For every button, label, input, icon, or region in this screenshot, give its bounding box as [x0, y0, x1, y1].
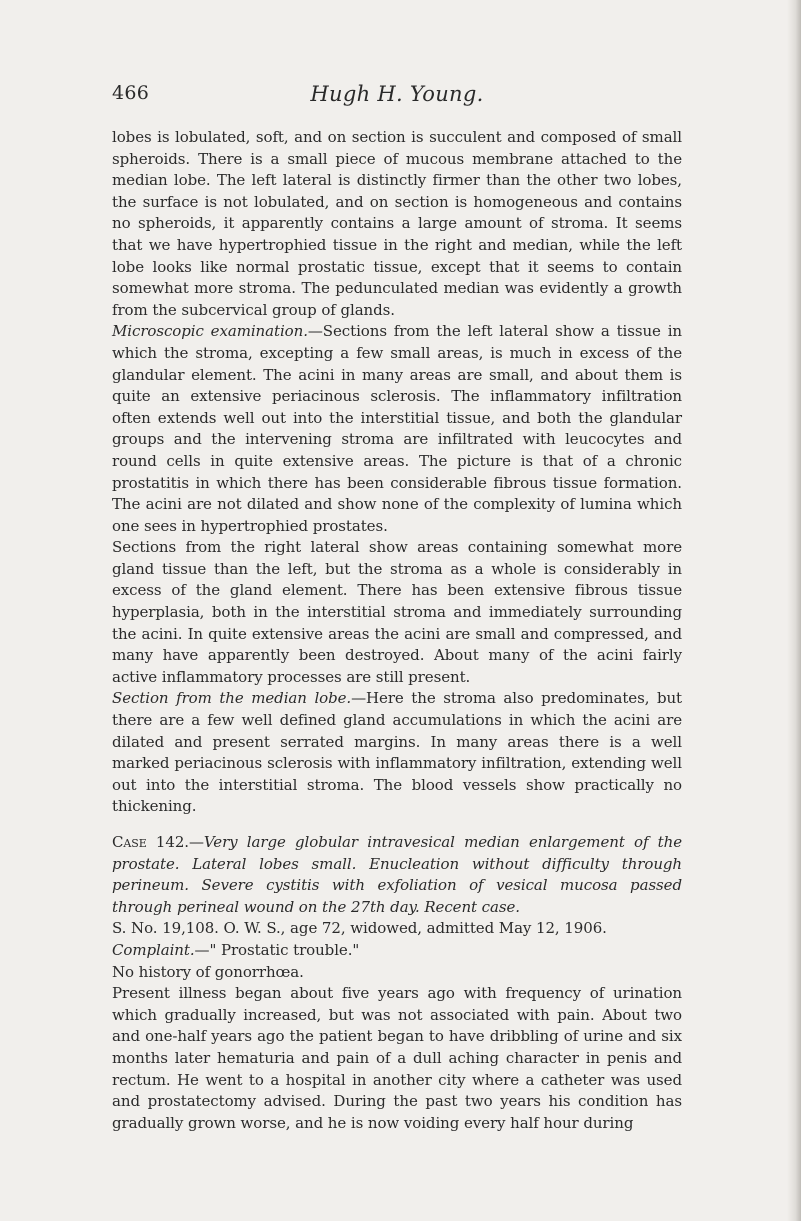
paragraph-history: No history of gonorrhœa. — [112, 962, 304, 981]
median-section-text: —Here the stroma also predominates, but there are a few well defined gland accumulations in which the acini are dilated and present serrated margins. In many areas there is a well marked periacinous sclerosis with inflammatory infiltration, extending well out into the interstitial stroma. The blood vessels show practically no thickening. — [112, 689, 683, 816]
paragraph-complaint — [112, 940, 682, 962]
case-dash: — — [188, 833, 204, 851]
paragraph-case-heading — [112, 832, 682, 918]
complaint-label: Complaint. — [112, 940, 195, 959]
paragraph-case-record: S. No. 19,108. O. W. S., age 72, widowed, admitted May 12, 1906. — [112, 919, 607, 938]
section-gap — [112, 818, 682, 832]
complaint-text: —" Prostatic trouble." — [194, 940, 360, 959]
paragraph-present-illness: Present illness began about five years ago with frequency of urination which gradually increased, but was not associated with pain. About two and one-half years ago the patient began to have dribbling of urine and six months later hematuria and pain of a dull aching character in penis and rectum. He went to a hospital in another city where a catheter was used and prostatectomy advised. During the past two years his condition has gradually grown worse, and he is now voiding every half hour during — [112, 984, 682, 1132]
case-title: Very large globular intravesical median enlargement of the prostate. Lateral lobes small. Enucleation without difficulty through perineum. Severe cystitis with exfoliation of vesical mucosa passed through perineal wound on the 27th day. Recent case. — [112, 833, 682, 916]
running-head: Hugh H. Young. — [310, 82, 484, 106]
paragraph-microscopic — [112, 321, 682, 537]
paragraph-median-section — [112, 688, 682, 818]
case-label: Case 142. — [112, 833, 189, 851]
page-header — [112, 82, 682, 110]
microscopic-text: —Sections from the left lateral show a tissue in which the stroma, excepting a few small areas, is much in excess of the glandular element. The acini in many areas are small, and about them is quite an extensive periacinous sclerosis. The inflammatory infiltration often extends well out into the interstitial tissue, and both the glandular groups and the intervening stroma are infiltrated with leucocytes and round cells in quite extensive areas. The picture is that of a chronic prostatitis in which there has been considerable fibrous tissue formation. The acini are not dilated and show none of the complexity of lumina which one sees in hypertrophied prostates. — [112, 322, 682, 535]
body-text — [112, 127, 682, 1134]
median-section-label: Section from the median lobe. — [112, 689, 352, 708]
page-number: 466 — [112, 82, 150, 104]
microscopic-label: Microscopic examination. — [112, 322, 308, 341]
page-edge-shadow — [787, 0, 801, 1221]
paragraph-right-lateral: Sections from the right lateral show areas containing somewhat more gland tissue than the left, but the stroma as a whole is considerably in excess of the gland element. There has been extensive fibrous tissue hyperplasia, both in the interstitial stroma and immediately surrounding the acini. In quite extensive areas the acini are small and compressed, and many have apparently been destroyed. About many of the acini fairly active inflammatory processes are still present. — [112, 538, 682, 686]
paragraph-lobes: lobes is lobulated, soft, and on section is succulent and composed of small spheroids. There is a small piece of mucous membrane attached to the median lobe. The left lateral is distinctly firmer than the other two lobes, the surface is not lobulated, and on section is homogeneous and contains no spheroids, it apparently contains a large amount of stroma. It seems that we have hypertrophied tissue in the right and median, while the left lobe looks like normal prostatic tissue, except that it seems to contain somewhat more stroma. The pedunculated median was evidently a growth from the subcervical group of glands. — [112, 128, 682, 319]
